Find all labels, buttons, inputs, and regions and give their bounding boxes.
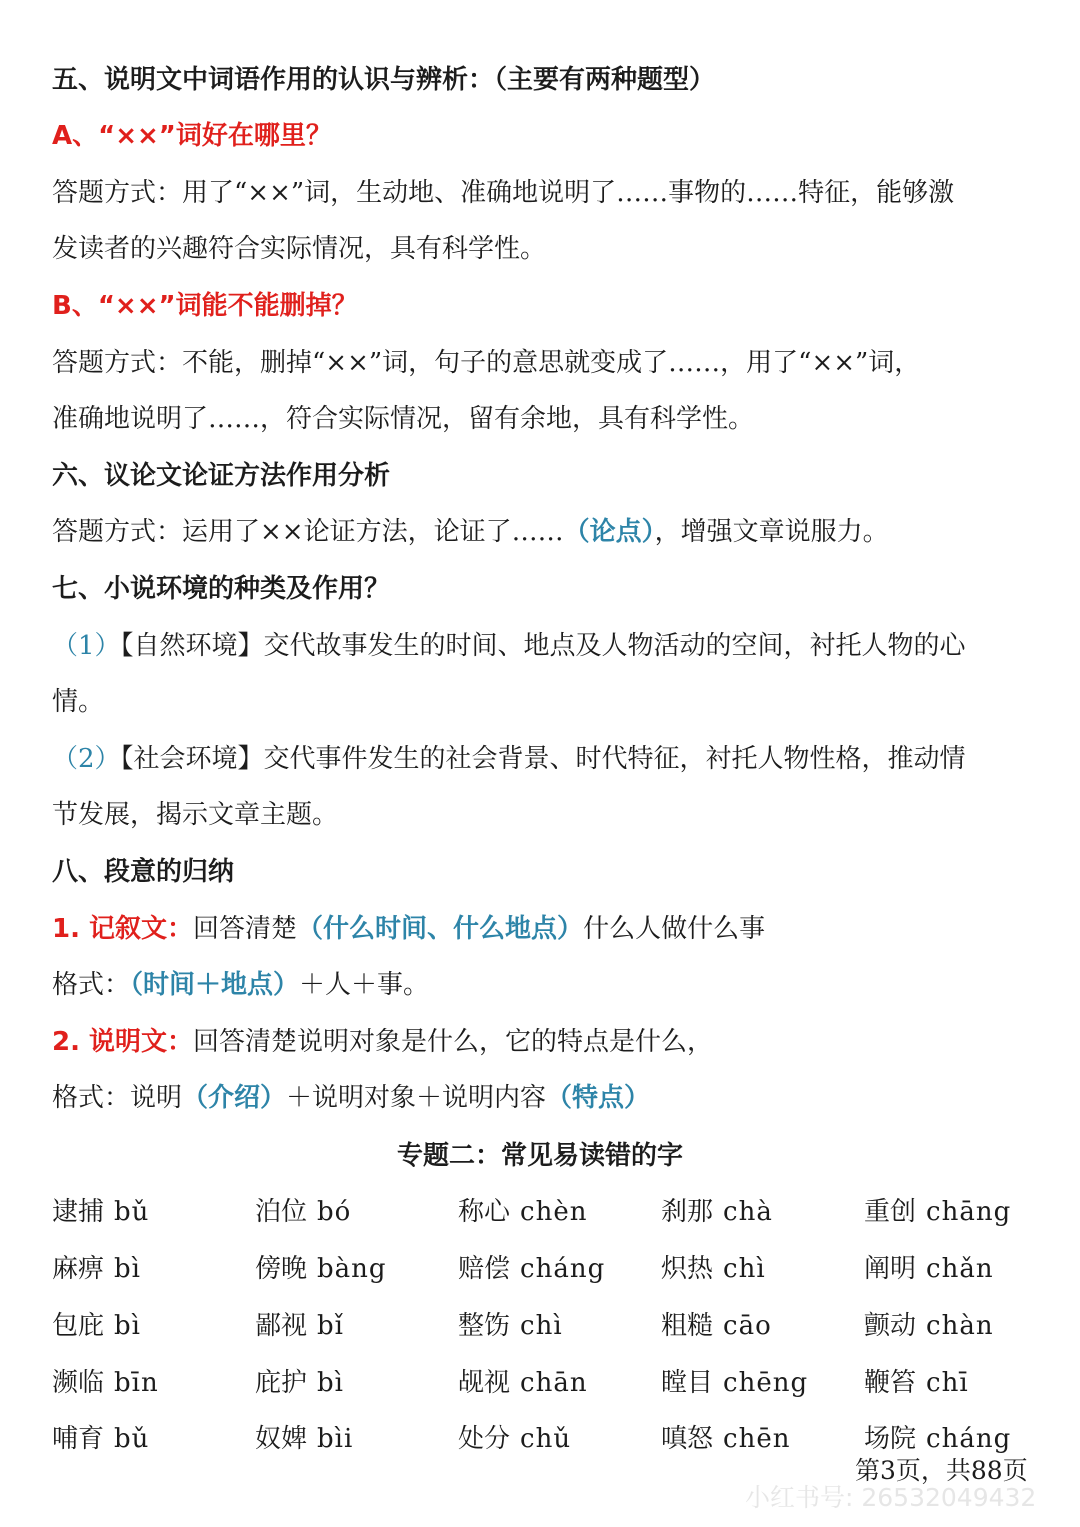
word: 濒临 [52, 1368, 105, 1398]
question-b-title: B、“××”词能不能删掉？ [52, 291, 358, 321]
word-pinyin: chàn [926, 1311, 994, 1341]
word-pinyin: bǐ [317, 1311, 344, 1341]
narrative-summary [52, 911, 765, 947]
word-pinyin: chèn [520, 1197, 588, 1227]
format2-pre: 格式：说明 [52, 1083, 183, 1113]
word-entry [458, 1194, 587, 1230]
section7-item1-line1 [52, 628, 966, 664]
word-entry [864, 1308, 994, 1344]
section6-answer [52, 514, 889, 550]
narrative-time-place: （什么时间、什么地点） [297, 914, 584, 944]
section5-heading: 五、说明文中词语作用的认识与辨析：（主要有两种题型） [52, 65, 716, 95]
narrative-format [52, 967, 429, 1003]
word-entry [255, 1308, 344, 1344]
expository-summary [52, 1024, 713, 1060]
word-entry [661, 1308, 772, 1344]
word-entry [255, 1421, 353, 1457]
word-pinyin: bǔ [114, 1424, 150, 1454]
word-pinyin: bì [114, 1311, 141, 1341]
section7-item2-number: （2） [52, 744, 121, 774]
word-pinyin: cāo [723, 1311, 772, 1341]
word-entry [52, 1251, 141, 1287]
page-number: 第3页，共88页 [855, 1456, 1028, 1485]
word-pinyin: chà [723, 1197, 773, 1227]
word: 逮捕 [52, 1197, 105, 1227]
word-pinyin: chēn [723, 1424, 791, 1454]
question-b-answer-line2: 准确地说明了……，符合实际情况，留有余地，具有科学性。 [52, 404, 755, 434]
word-entry [458, 1421, 571, 1457]
word: 阐明 [864, 1254, 917, 1284]
word: 傍晚 [255, 1254, 308, 1284]
word-pinyin: chǔ [520, 1424, 572, 1454]
word-pinyin: cháng [520, 1254, 606, 1284]
word: 麻痹 [52, 1254, 105, 1284]
word: 重创 [864, 1197, 917, 1227]
word-entry [52, 1194, 149, 1230]
word-entry [458, 1308, 563, 1344]
word-entry [661, 1251, 766, 1287]
word-pinyin: bàng [317, 1254, 387, 1284]
section7-item1-text: 【自然环境】交代故事发生的时间、地点及人物活动的空间，衬托人物的心 [120, 631, 966, 661]
word: 包庇 [52, 1311, 105, 1341]
word: 嗔怒 [661, 1424, 714, 1454]
narrative-pre: 回答清楚 [193, 914, 298, 944]
word-entry [255, 1251, 387, 1287]
word: 瞠目 [661, 1368, 714, 1398]
word-entry [864, 1251, 994, 1287]
word-pinyin: bìi [317, 1424, 354, 1454]
word-entry [52, 1365, 159, 1401]
section6-answer-argument: （论点） [563, 517, 655, 547]
word-entry [458, 1365, 588, 1401]
word-pinyin: bì [114, 1254, 141, 1284]
word-pinyin: bó [317, 1197, 352, 1227]
word-entry [52, 1421, 149, 1457]
word-entry [458, 1251, 605, 1287]
word-pinyin: chǎn [926, 1254, 994, 1284]
question-a-answer-line2: 发读者的兴趣符合实际情况，具有科学性。 [52, 234, 547, 264]
question-a-answer-line1: 答题方式：用了“××”词，生动地、准确地说明了……事物的……特征，能够激 [52, 178, 955, 208]
format1-pre: 格式： [52, 970, 131, 1000]
section7-item1-number: （1） [52, 631, 121, 661]
word: 赔偿 [458, 1254, 511, 1284]
watermark: 小红书号: 26532049432 [745, 1483, 1037, 1512]
word: 颤动 [864, 1311, 917, 1341]
word-pinyin: chāng [926, 1197, 1012, 1227]
topic2-title: 专题二：常见易读错的字 [396, 1141, 683, 1171]
section6-heading: 六、议论文论证方法作用分析 [52, 461, 391, 491]
word: 整饬 [458, 1311, 511, 1341]
word-pinyin: bīn [114, 1368, 159, 1398]
format2-introduce: （介绍） [182, 1083, 287, 1113]
narrative-label: 1. 记叙文： [52, 914, 194, 944]
word-pinyin: chēng [723, 1368, 809, 1398]
word: 粗糙 [661, 1311, 714, 1341]
word: 场院 [864, 1424, 917, 1454]
word-pinyin: chì [723, 1254, 766, 1284]
word-entry [661, 1421, 790, 1457]
section7-item1-line2: 情。 [52, 687, 105, 717]
section6-answer-post: ，增强文章说服力。 [654, 517, 889, 547]
word-entry [864, 1421, 1011, 1457]
format1-time-place: （时间＋地点） [130, 970, 300, 1000]
word: 称心 [458, 1197, 511, 1227]
word-entry [661, 1194, 773, 1230]
question-b-answer-line1: 答题方式：不能，删掉“××”词，句子的意思就变成了……，用了“××”词， [52, 348, 921, 378]
word-entry [864, 1365, 969, 1401]
format2-mid: ＋说明对象＋说明内容 [286, 1083, 547, 1113]
section7-item2-line1 [52, 741, 966, 777]
section7-item2-text: 【社会环境】交代事件发生的社会背景、时代特征，衬托人物性格，推动情 [120, 744, 966, 774]
word-entry [255, 1365, 344, 1401]
word-pinyin: chì [520, 1311, 563, 1341]
word-entry [52, 1308, 141, 1344]
word-pinyin: chī [926, 1368, 969, 1398]
narrative-post: 什么人做什么事 [583, 914, 766, 944]
format1-post: ＋人＋事。 [299, 970, 430, 1000]
word-entry [661, 1365, 808, 1401]
question-a-title: A、“××”词好在哪里？ [52, 121, 332, 151]
word: 鄙视 [255, 1311, 308, 1341]
word: 处分 [458, 1424, 511, 1454]
word-pinyin: bǔ [114, 1197, 150, 1227]
word: 泊位 [255, 1197, 308, 1227]
word-pinyin: cháng [926, 1424, 1012, 1454]
section7-item2-line2: 节发展，揭示文章主题。 [52, 800, 339, 830]
format2-feature: （特点） [546, 1083, 651, 1113]
word-pinyin: chān [520, 1368, 588, 1398]
word-entry [255, 1194, 351, 1230]
word: 炽热 [661, 1254, 714, 1284]
word-entry [864, 1194, 1011, 1230]
word: 哺育 [52, 1424, 105, 1454]
word: 庇护 [255, 1368, 308, 1398]
word: 奴婢 [255, 1424, 308, 1454]
expository-text: 回答清楚说明对象是什么，它的特点是什么， [193, 1027, 714, 1057]
word-pinyin: bì [317, 1368, 344, 1398]
word: 刹那 [661, 1197, 714, 1227]
section6-answer-pre: 答题方式：运用了××论证方法，论证了…… [52, 517, 564, 547]
expository-format [52, 1080, 650, 1116]
section7-heading: 七、小说环境的种类及作用？ [52, 574, 391, 604]
word: 鞭笞 [864, 1368, 917, 1398]
word: 觇视 [458, 1368, 511, 1398]
expository-label: 2. 说明文： [52, 1027, 194, 1057]
section8-heading: 八、段意的归纳 [52, 857, 235, 887]
